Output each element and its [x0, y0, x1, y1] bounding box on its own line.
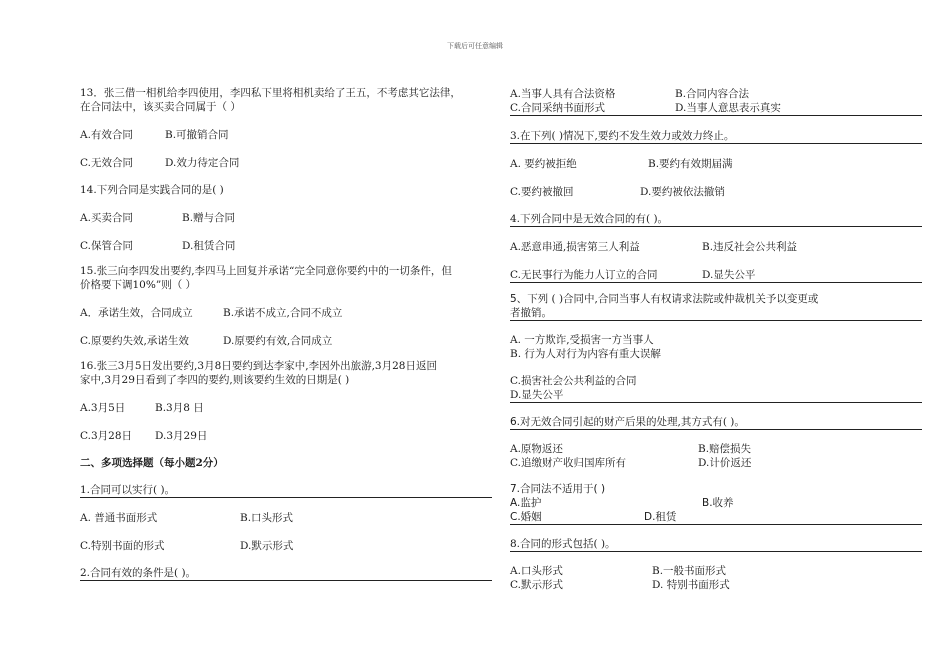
multi-question-7-option-b: B.收养 [702, 497, 734, 509]
multi-question-6-text: 对无效合同引起的财产后果的处理,其方式有( )。 [520, 416, 745, 428]
multi-question-2-option-b: B.合同内容合法 [675, 88, 750, 100]
multi-question-4-option-a: A.恶意串通,损害第三人利益 [510, 241, 640, 253]
multi-question-8-option-a: A.口头形式 [510, 565, 563, 577]
question-15 [80, 264, 492, 292]
right-column [510, 80, 922, 592]
question-13-options-row1 [80, 128, 492, 142]
multi-question-5-text-line1 [510, 292, 922, 306]
question-16-options-row2 [80, 429, 492, 443]
question-15-option-b: B.承诺不成立,合同不成立 [223, 307, 343, 319]
multi-question-4-text: 4.下列合同中是无效合同的有( )。 [510, 212, 922, 227]
multi-question-8-options-row1 [510, 564, 922, 578]
multi-question-6-option-a: A.原物返还 [510, 443, 563, 455]
question-13-text-line2: 在合同法中，该买卖合同属于（ ） [80, 101, 241, 113]
question-16-text-line1: 16.张三3月5日发出要约,3月8日要约到达李家中,李因外出旅游,3月28日返回 [80, 360, 437, 372]
multi-question-6-option-b: B.赔偿损失 [698, 443, 752, 455]
multi-question-1-option-d: D.默示形式 [240, 540, 294, 552]
multi-question-1-option-c: C.特别书面的形式 [80, 540, 165, 552]
multi-question-1-text: 1.合同可以实行( )。 [80, 483, 492, 498]
multi-question-8-option-c: C.默示形式 [510, 579, 563, 591]
question-13-options-row2 [80, 156, 492, 170]
multi-question-3-text: 3.在下列( )情况下,要约不发生效力或效力终止。 [510, 129, 922, 144]
multi-question-6-option-d: D.计价返还 [698, 457, 752, 469]
multi-question-4-options-row1 [510, 240, 922, 254]
multi-question-4-options-row2 [510, 268, 922, 283]
page-header: 下载后可任意编辑 [447, 42, 503, 50]
multi-question-3-options-row2 [510, 185, 922, 199]
question-13-text-line1: 13．张三借一相机给李四使用，李四私下里将相机卖给了王五，不考虑其它法律， [80, 87, 461, 99]
multi-question-5-option-d: D.显失公平 [510, 388, 922, 403]
multi-question-4-option-c: C.无民事行为能力人订立的合同 [510, 269, 658, 281]
question-13-option-a: A.有效合同 [80, 129, 133, 141]
multi-question-5-option-b: B. 行为人对行为内容有重大误解 [510, 348, 661, 360]
multi-question-4-option-d: D.显失公平 [702, 269, 756, 281]
multi-question-6-options-row1 [510, 442, 922, 456]
question-14-text: 14.下列合同是实践合同的是( ) [80, 184, 224, 196]
multi-question-6-text-line [510, 415, 922, 430]
question-15-text-line1: 15.张三向李四发出要约,李四马上回复并承诺“完全同意你要约中的一切条件，但 [80, 265, 452, 277]
question-15-option-a: A．承诺生效，合同成立 [80, 307, 193, 319]
multi-question-7-options-row1 [510, 496, 922, 510]
question-13 [80, 86, 492, 114]
multi-question-6-number: 6. [510, 416, 521, 428]
question-15-text-line2: 价格要下调10%”则（ ） [80, 279, 197, 291]
multi-question-5-option-a: A. 一方欺诈,受损害一方当事人 [510, 334, 654, 346]
multi-question-1-option-b: B.口头形式 [240, 512, 294, 524]
multi-question-6-option-c: C.追缴财产收归国库所有 [510, 457, 626, 469]
multi-question-2-option-c: C.合同采纳书面形式 [510, 102, 605, 114]
multi-question-2-option-a: A.当事人具有合法资格 [510, 88, 616, 100]
question-15-option-c: C.原要约失效,承诺生效 [80, 335, 189, 347]
question-13-option-b: B.可撤销合同 [165, 129, 229, 141]
question-16-option-b: B.3月8 日 [155, 402, 204, 414]
multi-question-8-options-row2 [510, 578, 922, 592]
section-heading-multiple-choice: 二、多项选择题（每小题2分） [80, 457, 224, 469]
multi-question-8-text: 8.合同的形式包括( )。 [510, 537, 922, 552]
question-13-option-d: D.效力待定合同 [165, 157, 240, 169]
multi-question-2-options-row2 [510, 101, 922, 116]
question-16 [80, 359, 492, 387]
multi-question-7-options-row2 [510, 510, 922, 525]
multi-question-2-text: 2.合同有效的条件是( )。 [80, 566, 492, 581]
multi-question-5-option-c: C.损害社会公共利益的合同 [510, 375, 637, 387]
multi-question-6-options-row2 [510, 456, 922, 470]
multi-question-3-option-a: A. 要约被拒绝 [510, 158, 577, 170]
multi-question-5-text: 下列 ( )合同中,合同当事人有权请求法院或仲裁机关予以变更或 [527, 293, 819, 305]
question-14-options-row2 [80, 239, 492, 253]
question-14-options-row1 [80, 211, 492, 225]
multi-question-8-option-d: D. 特别书面形式 [652, 579, 730, 591]
multi-question-1-options-row2 [80, 539, 492, 553]
question-15-options-row2 [80, 334, 492, 348]
multi-question-5-number: 5、 [510, 293, 528, 305]
question-15-options-row1 [80, 306, 492, 320]
multi-question-3-option-b: B.要约有效期届满 [648, 158, 733, 170]
question-15-option-d: D.原要约有效,合同成立 [223, 335, 333, 347]
multi-question-7-text: 7.合同法不适用于( ) [510, 483, 606, 495]
multi-question-7-option-a: A.监护 [510, 497, 542, 509]
multi-question-1-options-row1 [80, 511, 492, 525]
multi-question-4-option-b: B.违反社会公共利益 [702, 241, 798, 253]
multi-question-2-option-d: D.当事人意思表示真实 [675, 102, 781, 114]
question-14-option-b: B.赠与合同 [182, 212, 236, 224]
question-13-option-c: C.无效合同 [80, 157, 133, 169]
multi-question-8-option-b: B.一般书面形式 [652, 565, 727, 577]
multi-question-2-options-row1 [510, 87, 922, 101]
question-14-option-d: D.租赁合同 [182, 240, 236, 252]
multi-question-5 [510, 292, 922, 321]
multi-question-7-option-d: D.租赁 [644, 511, 677, 523]
multi-question-3-option-c: C.要约被撤回 [510, 186, 574, 198]
multi-question-1-option-a: A. 普通书面形式 [80, 512, 158, 524]
multi-question-3-options-row1 [510, 157, 922, 171]
question-16-option-d: D.3月29日 [155, 430, 208, 442]
question-16-option-c: C.3月28日 [80, 430, 133, 442]
multi-question-3-option-d: D.要约被依法撤销 [640, 186, 725, 198]
left-column [80, 80, 492, 581]
multi-question-7-option-c: C.婚姻 [510, 511, 542, 523]
question-16-options-row1 [80, 401, 492, 415]
question-16-option-a: A.3月5日 [80, 402, 126, 414]
question-14-option-c: C.保管合同 [80, 240, 133, 252]
multi-question-5-text-line2: 者撤销。 [510, 307, 552, 319]
question-16-text-line2: 家中,3月29日看到了李四的要约,则该要约生效的日期是( ) [80, 374, 350, 386]
question-14-option-a: A.买卖合同 [80, 212, 133, 224]
